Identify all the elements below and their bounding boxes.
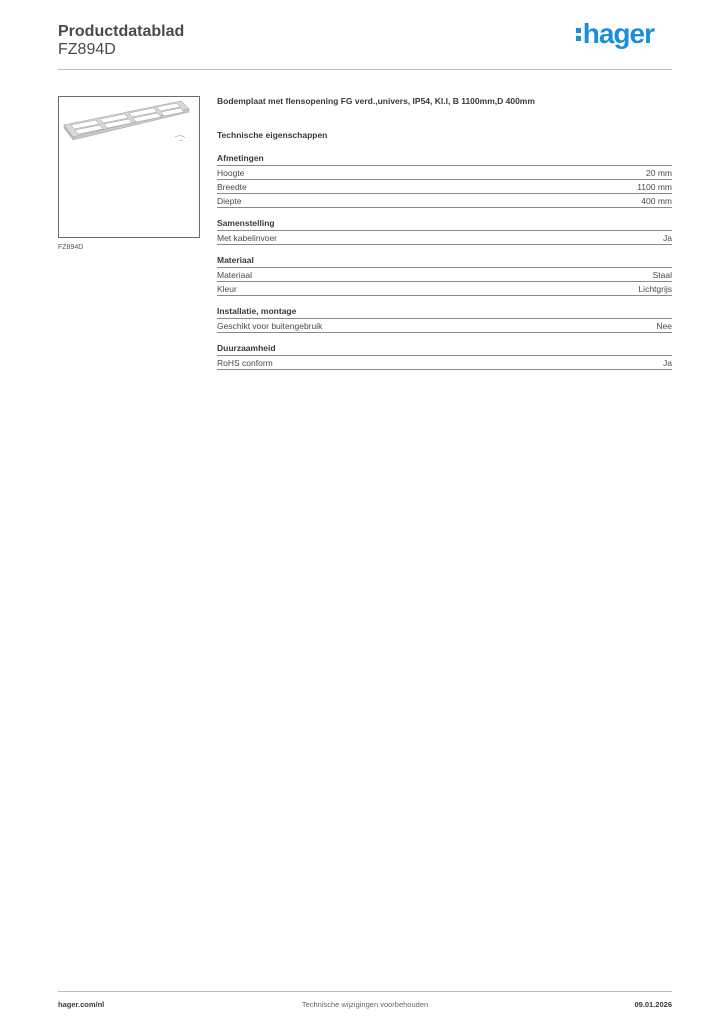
website-link[interactable]: hager.com/nl (58, 1000, 105, 1009)
spec-row (217, 180, 672, 194)
spec-label: RoHS conform (217, 358, 273, 368)
spec-row (217, 231, 672, 245)
spec-label: Hoogte (217, 168, 245, 178)
spec-row (217, 268, 672, 282)
logo-text: hager (582, 18, 654, 49)
spec-group-title: Duurzaamheid (217, 343, 672, 356)
spec-group-title: Installatie, montage (217, 306, 672, 319)
page-footer (58, 991, 672, 1012)
spec-group-afmetingen (217, 153, 672, 208)
specs-heading: Technische eigenschappen (217, 130, 328, 140)
hager-logo (576, 19, 654, 49)
image-caption: FZ894D (58, 244, 84, 251)
spec-row (217, 166, 672, 180)
spec-value: 1100 mm (637, 182, 672, 192)
spec-group-title: Afmetingen (217, 153, 672, 166)
spec-label: Diepte (217, 196, 242, 206)
spec-value: 400 mm (641, 196, 672, 206)
logo-dots-icon (576, 19, 581, 49)
product-code: FZ894D (58, 41, 116, 58)
spec-label: Met kabelinvoer (217, 233, 278, 243)
spec-group-samenstelling (217, 218, 672, 245)
product-details (217, 96, 672, 370)
disclaimer: Technische wijzigingen voorbehouden (301, 1000, 429, 1009)
base-plate-illustration (59, 97, 199, 237)
spec-label: Breedte (217, 182, 247, 192)
spec-row (217, 194, 672, 208)
spec-label: Materiaal (217, 270, 252, 280)
spec-row (217, 282, 672, 296)
spec-row (217, 356, 672, 370)
spec-value: Ja (663, 233, 672, 243)
spec-value: Ja (663, 358, 672, 368)
spec-value: Staal (652, 270, 672, 280)
spec-group-duurzaamheid (217, 343, 672, 370)
spec-label: Geschikt voor buitengebruik (217, 321, 323, 331)
document-date: 09.01.2026 (634, 1000, 672, 1009)
spec-value: Lichtgrijs (638, 284, 672, 294)
spec-group-materiaal (217, 255, 672, 296)
product-description: Bodemplaat met flensopening FG verd.,univers, IP54, Kl.I, B 1100mm,D 400mm (217, 96, 535, 106)
page-header (58, 20, 672, 70)
product-image (58, 96, 200, 238)
spec-label: Kleur (217, 284, 237, 294)
spec-group-title: Samenstelling (217, 218, 672, 231)
spec-group-installatie (217, 306, 672, 333)
spec-value: Nee (656, 321, 672, 331)
spec-value: 20 mm (646, 168, 672, 178)
spec-group-title: Materiaal (217, 255, 672, 268)
spec-row (217, 319, 672, 333)
page-title: Productdatablad (58, 23, 185, 40)
